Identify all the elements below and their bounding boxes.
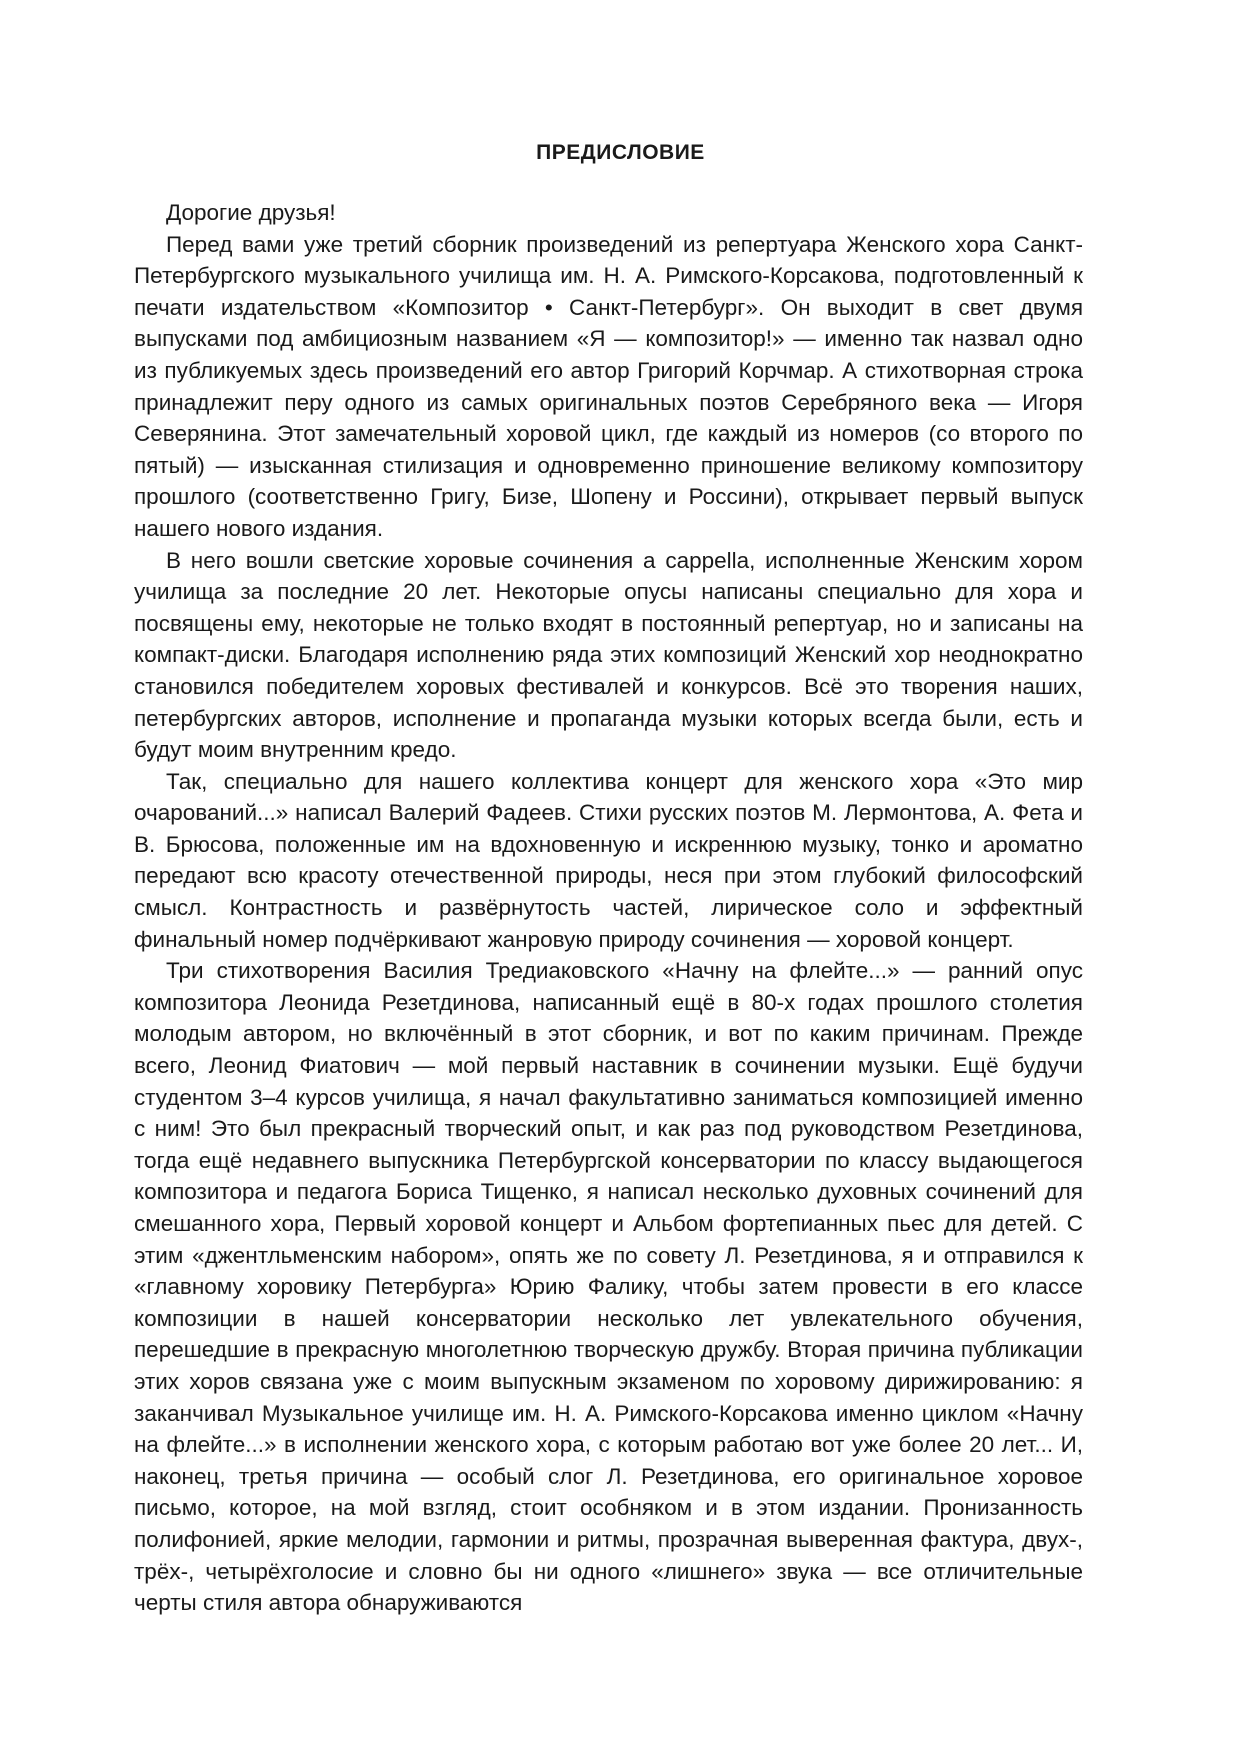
body-text bbox=[134, 197, 1083, 1619]
paragraph-rezetdinov: Три стихотворения Василия Тредиаковского «Начну на флейте...» — ранний опус композитора Леонида Резетдинова, написанный ещё в 80-х годах прошлого столетия молодым автором, но включённый в этот сборник, и вот по каким причинам. Прежде всего, Леонид Фиатович — мой первый наставник в сочинении музыки. Ещё будучи студентом 3–4 курсов училища, я начал факультативно заниматься композицией именно с ним! Это был прекрасный творческий опыт, и как раз под руководством Резетдинова, тогда ещё недавнего выпускника Петербургской консерватории по классу выдающегося композитора и педагога Бориса Тищенко, я написал несколько духовных сочинений для смешанного хора, Первый хоровой концерт и Альбом фортепианных пьес для детей. С этим «джентльменским набором», опять же по совету Л. Резетдинова, я и отправился к «главному хоровику Петербурга» Юрию Фалику, чтобы затем провести в его классе композиции в нашей консерватории несколько лет увлекательного обучения, перешедшие в прекрасную многолетнюю творческую дружбу. Вторая причина публикации этих хоров связана уже с моим выпускным экзаменом по хоровому дирижированию: я заканчивал Музыкальное училище им. Н. А. Римского-Корсакова именно циклом «Начну на флейте...» в исполнении женского хора, с которым работаю вот уже более 20 лет... И, наконец, третья причина — особый слог Л. Резетдинова, его оригинальное хоровое письмо, которое, на мой взгляд, стоит особняком и в этом издании. Пронизанность полифонией, яркие мелодии, гармонии и ритмы, прозрачная выверенная фактура, двух-, трёх-, четырёхголосие и словно бы ни одного «лишнего» звука — все отличительные черты стиля автора обнаруживаются bbox=[134, 958, 1083, 1616]
paragraph-fadeev: Так, специально для нашего коллектива концерт для женского хора «Это мир очарований...» написал Валерий Фадеев. Стихи русских поэтов М. Лермонтова, А. Фета и В. Брюсова, положенные им на вдохновенную и искреннюю музыку, тонко и ароматно передают всю красоту отечественной природы, неся при этом глубокий философский смысл. Контрастность и развёрнутость частей, лирическое соло и эффектный финальный номер подчёркивают жанровую природу сочинения — хоровой концерт. bbox=[134, 768, 1083, 952]
paragraph-collection: В него вошли светские хоровые сочинения a cappella, исполненные Женским хором училища за последние 20 лет. Некоторые опусы написаны специально для хора и посвящены ему, некоторые не только входят в постоянный репертуар, но и записаны на компакт-диски. Благодаря исполнению ряда этих композиций Женский хор неоднократно становился победителем хоровых фестивалей и конкурсов. Всё это творения наших, петербургских авторов, исполнение и пропаганда музыки которых всегда были, есть и будут моим внутренним кредо. bbox=[134, 547, 1083, 763]
page-heading: ПРЕДИСЛОВИЕ bbox=[536, 141, 705, 164]
paragraph-greeting: Дорогие друзья! bbox=[166, 200, 336, 225]
paragraph-introduction: Перед вами уже третий сборник произведений из репертуара Женского хора Санкт-Петербургского музыкального училища им. Н. А. Римского-Корсакова, подготовленный к печати издательством «Композитор • Санкт-Петербург». Он выходит в свет двумя выпусками под амбициозным названием «Я — композитор!» — именно так назвал одно из публикуемых здесь произведений его автор Григорий Корчмар. А стихотворная строка принадлежит перу одного из самых оригинальных поэтов Серебряного века — Игоря Северянина. Этот замечательный хоровой цикл, где каждый из номеров (со второго по пятый) — изысканная стилизация и одновременно приношение великому композитору прошлого (соответственно Григу, Бизе, Шопену и Россини), открывает первый выпуск нашего нового издания. bbox=[134, 231, 1083, 541]
